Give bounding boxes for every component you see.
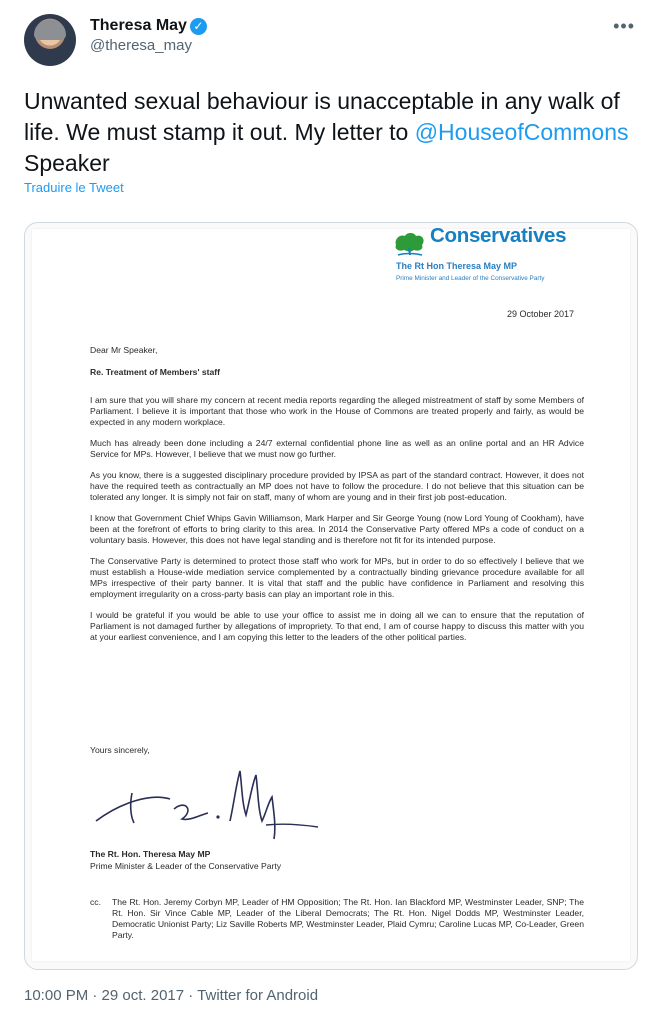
verified-badge-icon: ✓: [190, 18, 207, 35]
letter-paragraph: I am sure that you will share my concern at recent media reports regarding the alleged mistreatment of staff by some Members of Parliament. I believe it is important that those who work in the House of Commons are treated properly and fairly, as would be expected in any modern workplace.: [90, 395, 584, 427]
brand-name: Conservatives: [430, 224, 567, 247]
cc-text: The Rt. Hon. Jeremy Corbyn MP, Leader of HM Opposition; The Rt. Hon. Ian Blackford MP, Westminster Leader, SNP; The Rt. Hon. Sir Vince Cable MP, Leader of the Liberal Democrats; The Rt. Hon. Nigel Dodds MP, Westminster Leader, Democratic Unionist Party; Liz Saville Roberts MP, Westminster Leader, Plaid Cymru; Caroline Lucas MP, Co-Leader, Green Party.: [112, 897, 584, 940]
tweet-text: [24, 86, 634, 179]
sender-title: Prime Minister and Leader of the Conservative Party: [396, 275, 545, 282]
letter-body: [90, 395, 584, 653]
closing: Yours sincerely,: [90, 745, 150, 755]
letter-paragraph: As you know, there is a suggested disciplinary procedure provided by IPSA as part of the standard contract. However, it does not have the required teeth as contractually an MP does not have to follow the procedure. I do not believe that this situation can be tolerated any longer. It is simply not fair on staff, many of whom are young and in their first job post-education.: [90, 470, 584, 502]
user-handle[interactable]: @theresa_may: [90, 37, 192, 55]
signatory-title: Prime Minister & Leader of the Conservative Party: [90, 861, 282, 871]
avatar[interactable]: [24, 14, 76, 66]
oak-tree-icon: [392, 231, 426, 257]
signatory-name: The Rt. Hon. Theresa May MP: [90, 849, 211, 859]
cc-list: [90, 897, 584, 941]
display-name[interactable]: Theresa May: [90, 17, 187, 34]
letter-subject: Re. Treatment of Members' staff: [90, 367, 221, 377]
avatar-image: [34, 20, 66, 40]
translate-tweet-link[interactable]: Traduire le Tweet: [24, 180, 124, 195]
tweet-text-part: Speaker: [24, 150, 110, 176]
letter-paragraph: The Conservative Party is determined to protect those staff who work for MPs, but in order to do so effectively I believe that we must establish a House-wide mediation service complemented by a contractually binding grievance procedure available for all MPs irrespective of their party banner. It is vital that staff and the public have confidence in Parliament and resolving this employment irregularity on a cross-party basis can play an important role in this.: [90, 556, 584, 599]
letter-document: [32, 224, 630, 961]
tweet-media-image[interactable]: [24, 222, 638, 970]
salutation: Dear Mr Speaker,: [90, 345, 158, 355]
letter-paragraph: I know that Government Chief Whips Gavin Williamson, Mark Harper and Sir George Young (now Lord Young of Cookham), have been at the forefront of efforts to bring clarity to this area. In 2014 the Conservative Party offered MPs a code of conduct on a voluntary basis. However, this does not have legal standing and is therefore not fit for its intended purpose.: [90, 513, 584, 545]
letter-paragraph: I would be grateful if you would be able to use your office to assist me in doing all we can to ensure that the reputation of Parliament is not damaged further by allegations of impropriety. To that end, I am of course happy to discuss this matter with you at your earliest convenience, and I am copying this letter to the leaders of the other political parties.: [90, 610, 584, 642]
tweet-timestamp[interactable]: 10:00 PM · 29 oct. 2017 · Twitter for Android: [24, 987, 319, 1004]
more-options-icon[interactable]: •••: [613, 16, 635, 36]
author-block: [90, 17, 207, 54]
sender-name: The Rt Hon Theresa May MP: [396, 261, 518, 271]
letter-date: 29 October 2017: [506, 309, 574, 319]
handwritten-signature: [90, 763, 320, 843]
letter-paragraph: Much has already been done including a 24/7 external confidential phone line as well as an online portal and an HR Advice Service for MPs. However, I believe that we must now go further.: [90, 438, 584, 459]
cc-label: cc.: [90, 897, 101, 907]
mention-link[interactable]: @HouseofCommons: [414, 119, 629, 145]
tweet-text-part: Unwanted sexual behaviour is unacceptable in any walk of life. We must stamp it out. My letter to: [24, 88, 620, 145]
